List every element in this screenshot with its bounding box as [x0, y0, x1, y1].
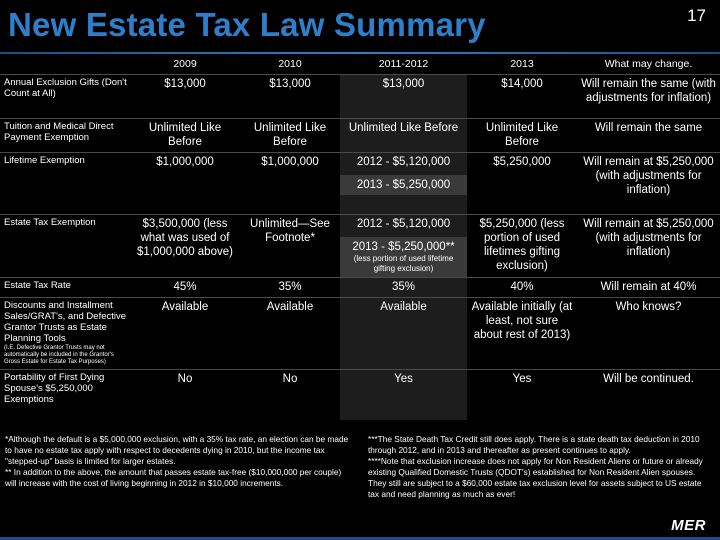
- cell-2010: Available: [266, 301, 314, 313]
- cell-what-may-change: Will remain at $5,250,000 (with adjustments for inflation): [583, 156, 714, 196]
- cell-2009: $3,500,000 (less what was used of $1,000,000 above): [137, 218, 233, 258]
- table-row: [0, 119, 720, 153]
- cell-what-may-change: Will remain the same: [594, 122, 703, 134]
- cell-what-may-change: Who knows?: [615, 301, 682, 313]
- footnote: ** In addition to the above, the amount that passes estate tax-free ($10,000,000 per couple) will increase with the cost of living beginning in 2012 in $10,000 increments.: [5, 467, 342, 488]
- row-label: Portability of First Dying Spouse's $5,250,000 Exemptions: [4, 372, 105, 405]
- estate-tax-table: [0, 55, 720, 420]
- cell-2010: Unlimited Like Before: [253, 122, 327, 148]
- table-row: [0, 298, 720, 370]
- cell-2010: $1,000,000: [261, 156, 319, 168]
- cell-2009: 45%: [173, 281, 197, 293]
- header-2009: 2009: [173, 58, 197, 70]
- cell-2011-2012: [340, 153, 467, 215]
- cell-2013: Unlimited Like Before: [485, 122, 559, 148]
- title-divider: [0, 52, 720, 54]
- footnotes-right: [368, 434, 708, 500]
- cell-2011-2012-sub: [340, 237, 467, 277]
- cell-2011-2012-sub-note: (less portion of used lifetime gifting exclusion): [353, 254, 454, 273]
- footnote: *Although the default is a $5,000,000 exclusion, with a 35% tax rate, an election can be made to have no estate tax apply with respect to decedents dying in 2010, but the income tax "stepped-up" basis is limited for larger estates.: [5, 434, 349, 466]
- header-what-may-change: What may change.: [604, 58, 693, 70]
- cell-what-may-change: Will remain at $5,250,000 (with adjustments for inflation): [583, 218, 714, 258]
- page-title: New Estate Tax Law Summary: [8, 6, 486, 43]
- table-header-row: [0, 55, 720, 75]
- cell-2011-2012-sub-value: 2013 - $5,250,000**: [352, 241, 455, 253]
- cell-2011-2012: 35%: [340, 278, 467, 298]
- cell-2013: 40%: [510, 281, 534, 293]
- cell-2009: Unlimited Like Before: [148, 122, 222, 148]
- cell-2013: Yes: [512, 373, 532, 385]
- table-row: [0, 370, 720, 420]
- row-label-note: (I.E. Defective Grantor Trusts may not automatically be included in the Grantor's Gross Estate for Estate Tax Purposes): [4, 345, 114, 365]
- cell-2010: No: [282, 373, 298, 385]
- row-label-main: Discounts and Installment Sales/GRAT's, and Defective Grantor Trusts as Estate Planning Tools: [4, 300, 127, 344]
- row-label: Estate Tax Exemption: [4, 217, 96, 228]
- footnote: ***The State Death Tax Credit still does apply. There is a state death tax deduction in 2010 through 2012, and in 2013 and thereafter as present continues to apply.: [368, 434, 700, 455]
- cell-2010: $13,000: [269, 78, 311, 90]
- cell-2011-2012: [340, 215, 467, 278]
- cell-what-may-change: Will remain at 40%: [600, 281, 697, 293]
- header-label-col: [0, 55, 130, 75]
- footnotes-left: [5, 434, 350, 489]
- cell-what-may-change: Will remain the same (with adjustments for inflation): [581, 78, 716, 104]
- row-label: Estate Tax Rate: [4, 280, 71, 291]
- table-row: [0, 215, 720, 278]
- table-row: [0, 153, 720, 215]
- cell-2013: $14,000: [501, 78, 543, 90]
- cell-2011-2012-main: 2012 - $5,120,000: [356, 218, 451, 230]
- cell-2011-2012: Available: [340, 298, 467, 370]
- cell-2009: Available: [161, 301, 209, 313]
- table-row: [0, 278, 720, 298]
- company-logo: MER: [671, 517, 706, 534]
- row-label: Annual Exclusion Gifts (Don't Count at All): [4, 77, 127, 99]
- row-label: Tuition and Medical Direct Payment Exemption: [4, 121, 114, 143]
- cell-2013: $5,250,000: [493, 156, 551, 168]
- header-2013: 2013: [510, 58, 534, 70]
- page-number: 17: [687, 6, 706, 25]
- header-2010: 2010: [278, 58, 302, 70]
- header-2011-2012: 2011-2012: [378, 58, 429, 70]
- cell-2009: $1,000,000: [156, 156, 214, 168]
- cell-2011-2012: Unlimited Like Before: [340, 119, 467, 153]
- table-row: [0, 75, 720, 119]
- cell-2009: No: [177, 373, 193, 385]
- cell-2013: Available initially (at least, not sure about rest of 2013): [471, 301, 573, 341]
- row-label: [0, 298, 130, 370]
- cell-2010: Unlimited—See Footnote*: [250, 218, 330, 244]
- cell-2009: $13,000: [164, 78, 206, 90]
- row-label: Lifetime Exemption: [4, 155, 85, 166]
- cell-what-may-change: Will be continued.: [603, 373, 694, 385]
- cell-2010: 35%: [278, 281, 302, 293]
- cell-2011-2012: Yes: [340, 370, 467, 420]
- cell-2013: $5,250,000 (less portion of used lifetimes gifting exclusion): [479, 218, 565, 272]
- cell-2011-2012-sub: 2013 - $5,250,000: [340, 175, 467, 195]
- cell-2011-2012: $13,000: [340, 75, 467, 119]
- cell-2011-2012-main: 2012 - $5,120,000: [356, 156, 451, 168]
- footnote: ****Note that exclusion increase does not apply for Non Resident Aliens or future or already existing Qualified Domestic Trusts (QDOT's) established for Non Resident Alien spouses. They still are subject to a $60,000 estate tax exclusion level for assets subject to US estate tax and need planning as much as ever!: [368, 456, 703, 499]
